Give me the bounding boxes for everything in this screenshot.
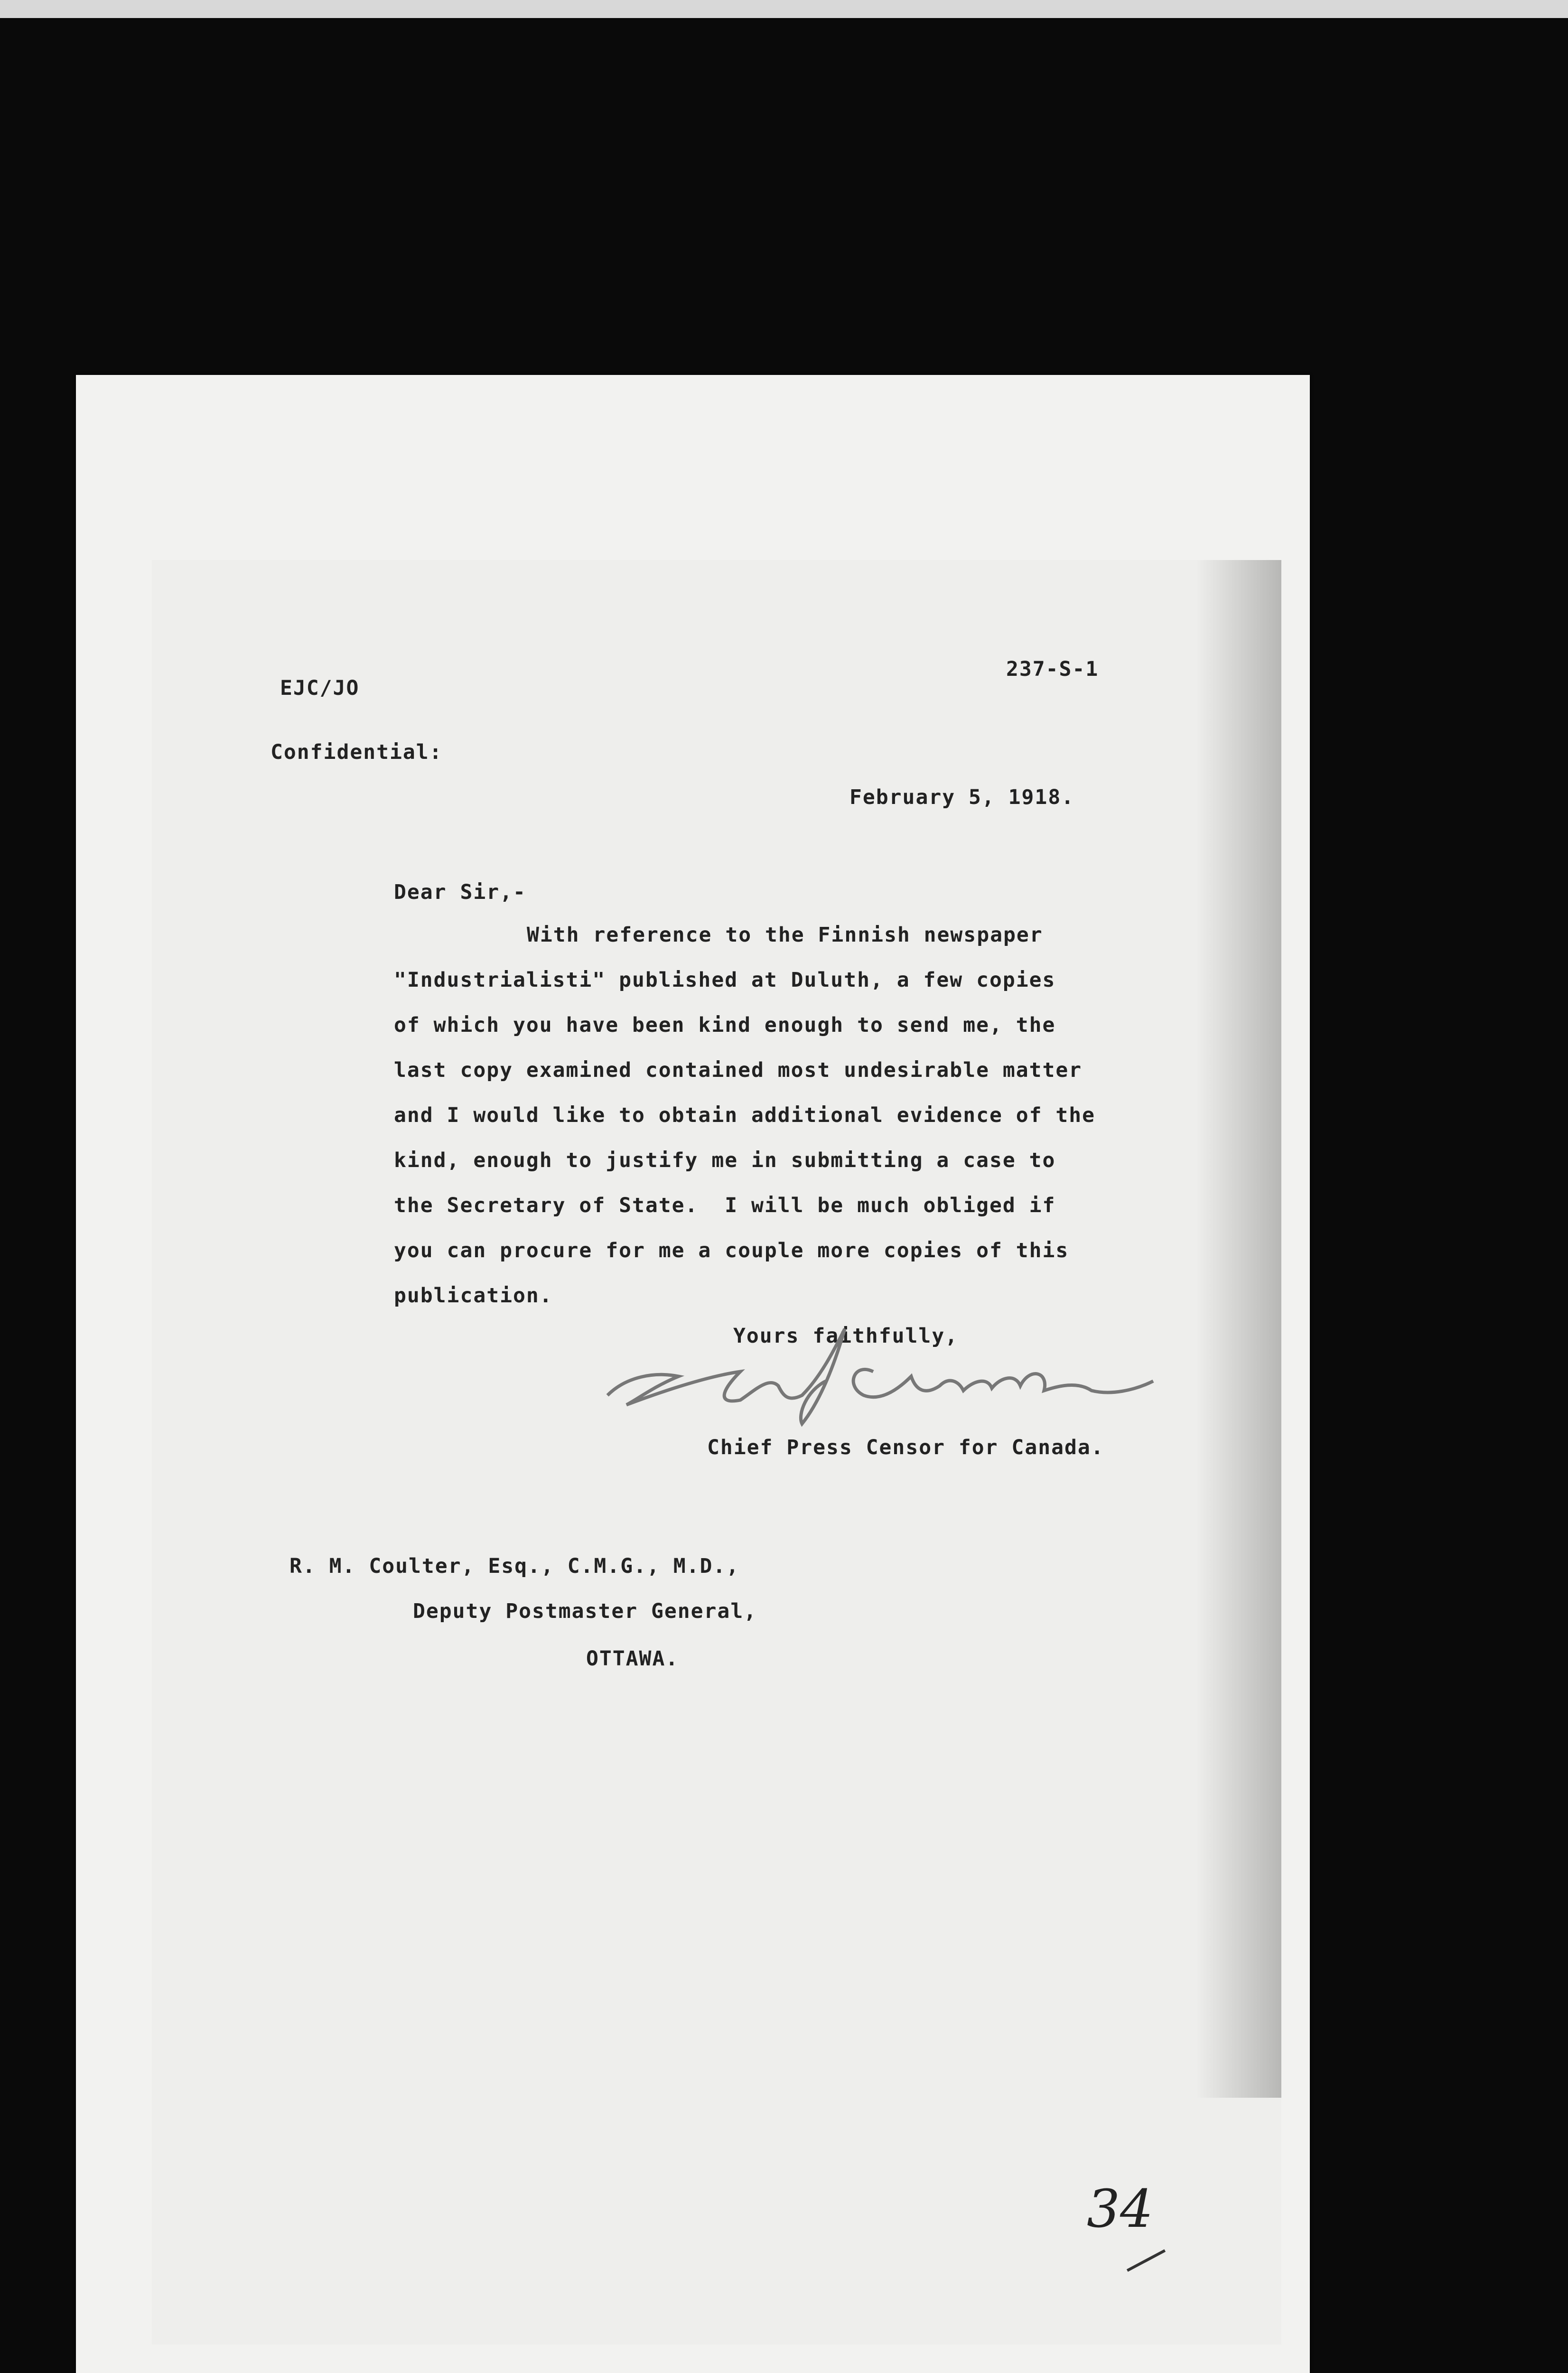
handwritten-signature: [598, 1319, 1158, 1429]
addressee-city: OTTAWA.: [586, 1647, 679, 1671]
addressee-position: Deputy Postmaster General,: [413, 1599, 757, 1623]
body-line: last copy examined contained most undesirable matter: [394, 1058, 1083, 1082]
closing: Yours faithfully,: [733, 1324, 959, 1348]
body-line: publication.: [394, 1284, 553, 1308]
letter-initials: EJC/JO: [280, 676, 360, 700]
letter-file-reference: 237-S-1: [1006, 657, 1099, 681]
signer-title: Chief Press Censor for Canada.: [707, 1436, 1104, 1459]
film-top-strip: [0, 0, 1568, 18]
letter-edge-shadow: [1196, 560, 1281, 2098]
addressee-name: R. M. Coulter, Esq., C.M.G., M.D.,: [289, 1554, 740, 1578]
body-line: and I would like to obtain additional evidence of the: [394, 1103, 1096, 1127]
body-line: of which you have been kind enough to send me, the: [394, 1013, 1056, 1037]
confidential-heading: Confidential:: [271, 740, 443, 764]
letter-date: February 5, 1918.: [849, 785, 1075, 809]
salutation: Dear Sir,-: [394, 880, 526, 904]
body-line: the Secretary of State. I will be much obliged if: [394, 1194, 1056, 1217]
body-line: With reference to the Finnish newspaper: [527, 923, 1043, 947]
body-line: kind, enough to justify me in submitting a case to: [394, 1149, 1056, 1172]
folio-number: 34: [1087, 2178, 1153, 2239]
body-line: "Industrialisti" published at Duluth, a few copies: [394, 968, 1056, 992]
body-line: you can procure for me a couple more copies of this: [394, 1239, 1069, 1262]
